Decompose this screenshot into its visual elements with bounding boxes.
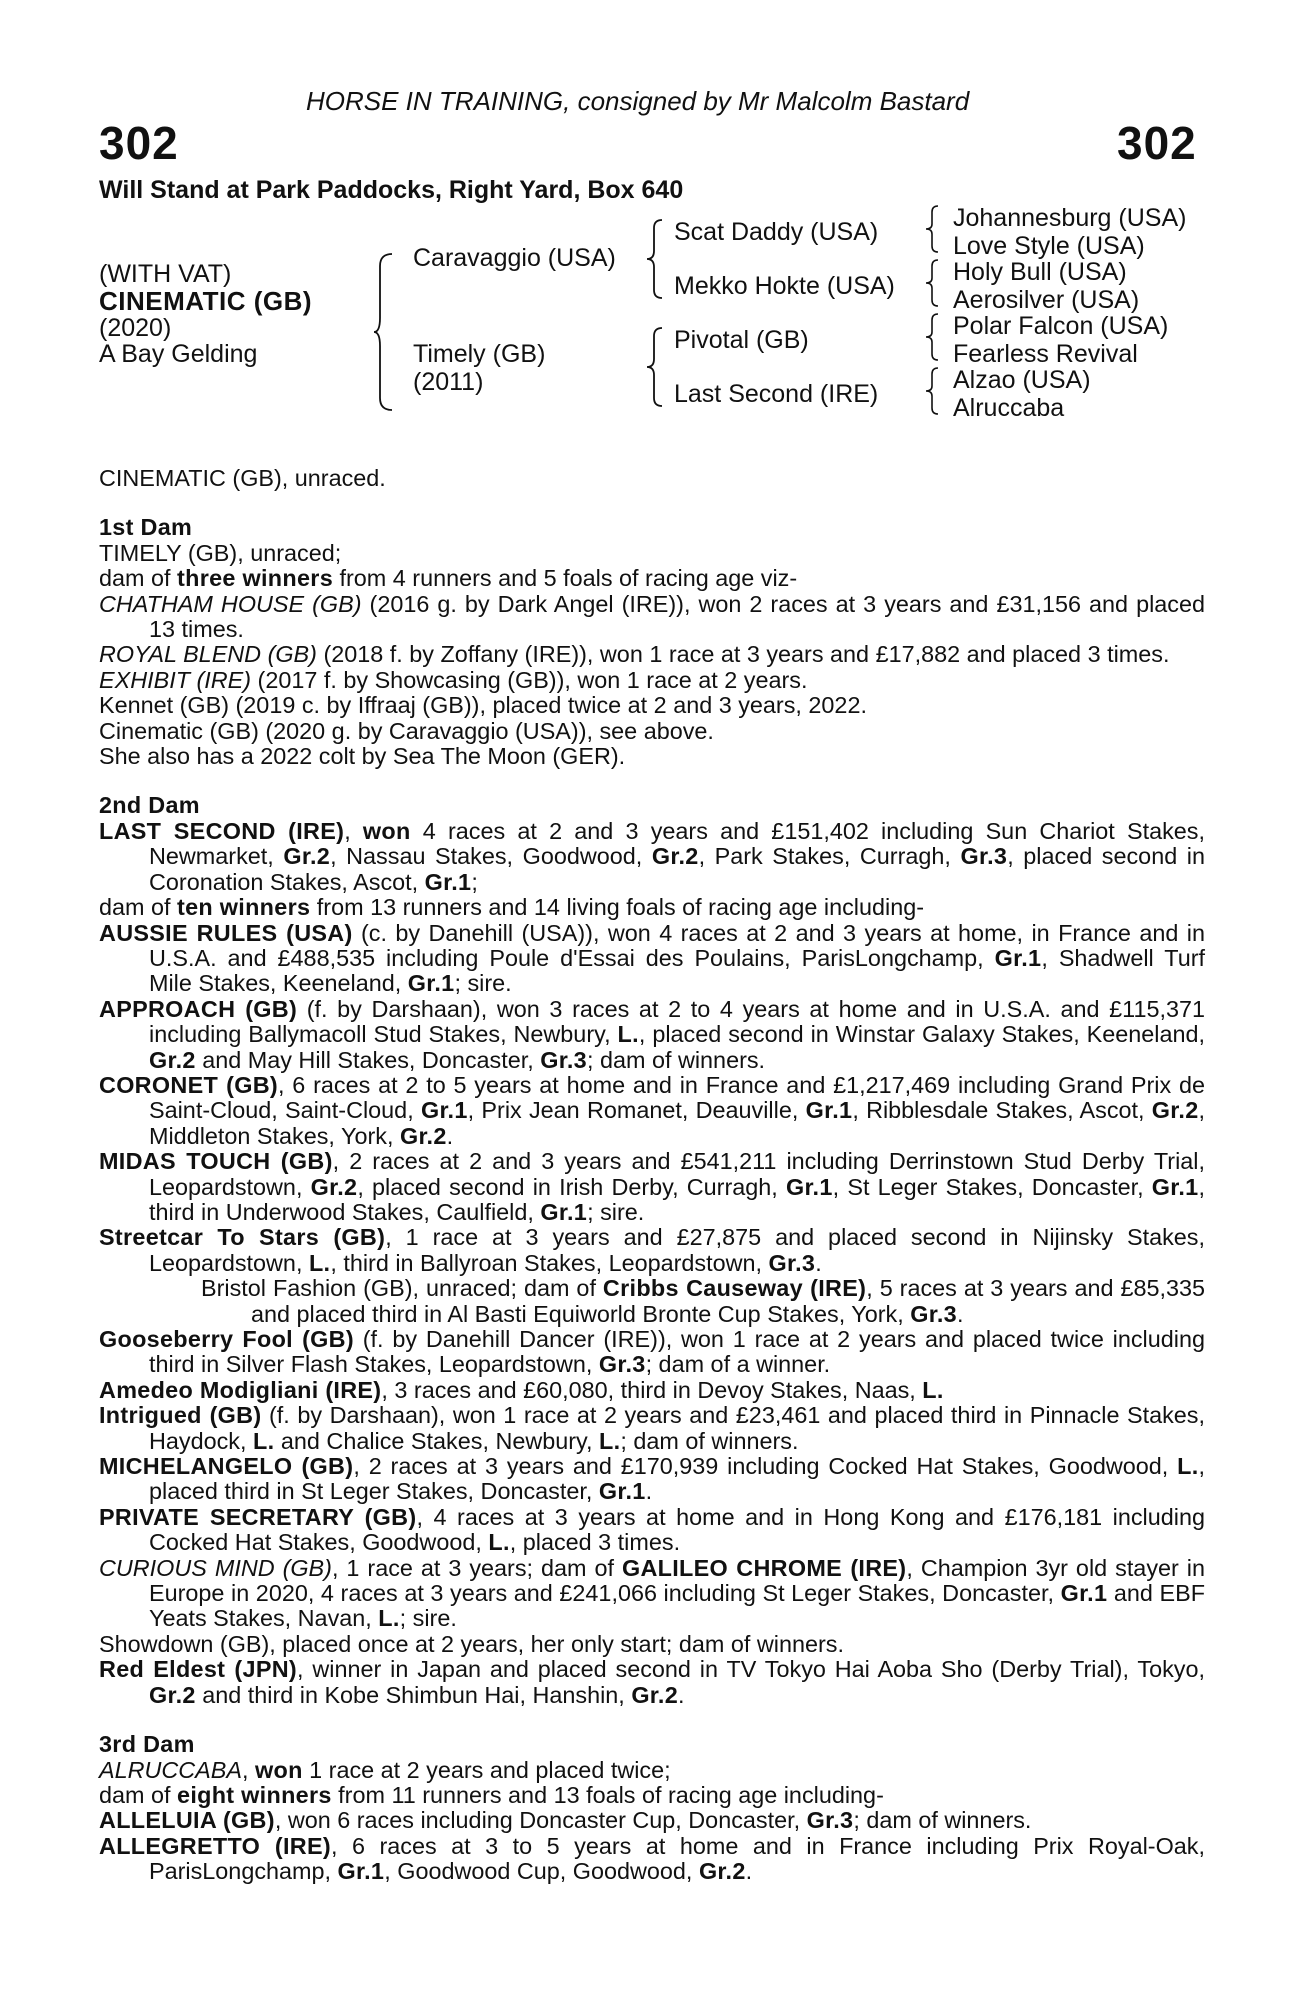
progeny-entry: APPROACH (GB) (f. by Darshaan), won 3 races at 2 to 4 years at home and in U.S.A. and £115,371 including Ballymacoll Stud Stakes, Newbury, L., placed second in Winstar Galaxy Stakes, Keeneland, Gr.2 and May Hill Stakes, Doncaster, Gr.3; dam of winners. [99, 995, 1205, 1073]
lot-number-right: 302 [1117, 117, 1197, 169]
brace-sire-icon [644, 218, 664, 300]
progeny-entry: Intrigued (GB) (f. by Darshaan), won 1 race at 2 years and £23,461 and placed third in Pinnacle Stakes, Haydock, L. and Chalice Stakes, Newbury, L.; dam of winners. [99, 1402, 1206, 1454]
ped-ddd: Alruccaba [953, 394, 1065, 422]
third-dam-heading: 3rd Dam [99, 1731, 195, 1758]
horse-name: CINEMATIC (GB) [99, 286, 313, 316]
ped-dss: Polar Falcon (USA) [953, 312, 1169, 340]
brace-dd-icon [924, 366, 940, 416]
second-dam-line: LAST SECOND (IRE), won 4 races at 2 and 3 years and £151,402 including Sun Chariot Stakes, Newmarket, Gr.2, Nassau Stakes, Goodwood, Gr.2, Park Stakes, Curragh, Gr.3, placed second in Coronation Stakes, Ascot, Gr.1; [99, 817, 1205, 895]
sire-name: Caravaggio (USA) [413, 244, 616, 272]
progeny-entry: CORONET (GB), 6 races at 2 to 5 years at home and in France and £1,217,469 including Grand Prix de Saint-Cloud, Saint-Cloud, Gr.1, Prix Jean Romanet, Deauville, Gr.1, Ribblesdale Stakes, Ascot, Gr.2, Middleton Stakes, York, Gr.2. [99, 1071, 1206, 1149]
consignor-line: HORSE IN TRAINING, consigned by Mr Malcolm Bastard [306, 86, 970, 116]
second-dam-heading: 2nd Dam [99, 792, 200, 819]
vat-note: (WITH VAT) [99, 260, 232, 288]
intro-line: CINEMATIC (GB), unraced. [99, 465, 386, 491]
stand-location: Will Stand at Park Paddocks, Right Yard, Box 640 [99, 176, 684, 204]
progeny-entry: Amedeo Modigliani (IRE), 3 races and £60,080, third in Devoy Stakes, Naas, L. [99, 1376, 944, 1403]
first-dam-heading: 1st Dam [99, 514, 193, 541]
progeny-entry: CHATHAM HOUSE (GB) (2016 g. by Dark Angel (IRE)), won 2 races at 3 years and £31,156 and placed 13 times. [99, 590, 1206, 643]
ped-sdd: Aerosilver (USA) [953, 286, 1140, 314]
progeny-entry: MIDAS TOUCH (GB), 2 races at 2 and 3 years and £541,211 including Derrinstown Stud Derby Trial, Leopardstown, Gr.2, placed second in Irish Derby, Curragh, Gr.1, St Leger Stakes, Doncaster, Gr.1, third in Underwood Stakes, Caulfield, Gr.1; sire. [99, 1148, 1205, 1225]
horse-description: A Bay Gelding [99, 340, 258, 368]
progeny-entry: PRIVATE SECRETARY (GB), 4 races at 3 years at home and in Hong Kong and £176,181 including Cocked Hat Stakes, Goodwood, L., placed 3 times. [99, 1503, 1205, 1556]
brace-dam-icon [644, 326, 664, 408]
ped-sss: Johannesburg (USA) [953, 204, 1187, 232]
second-dam-record: dam of ten winners from 13 runners and 14 living foals of racing age including- [99, 894, 925, 921]
progeny-entry: Red Eldest (JPN), winner in Japan and placed second in TV Tokyo Hai Aoba Sho (Derby Trial), Tokyo, Gr.2 and third in Kobe Shimbun Hai, Hanshin, Gr.2. [99, 1656, 1205, 1708]
dam-dam: Last Second (IRE) [674, 380, 879, 408]
brace-ds-icon [924, 312, 940, 362]
progeny-entry: MICHELANGELO (GB), 2 races at 3 years and £170,939 including Cocked Hat Stakes, Goodwood, L., placed third in St Leger Stakes, Doncaster, Gr.1. [99, 1453, 1206, 1505]
brace-ss-icon [924, 204, 940, 254]
sire-sire: Scat Daddy (USA) [674, 218, 879, 246]
first-dam-line: TIMELY (GB), unraced; [99, 539, 342, 566]
progeny-entry: Kennet (GB) (2019 c. by Iffraaj (GB)), placed twice at 2 and 3 years, 2022. [99, 692, 867, 719]
progeny-entry: Bristol Fashion (GB), unraced; dam of Cribbs Causeway (IRE), 5 races at 3 years and £85,335 and placed third in Al Basti Equiworld Bronte Cup Stakes, York, Gr.3. [201, 1275, 1205, 1327]
progeny-entry: AUSSIE RULES (USA) (c. by Danehill (USA)), won 4 races at 2 and 3 years at home, in France and in U.S.A. and £488,535 including Poule d'Essai des Poulains, ParisLongchamp, Gr.1, Shadwell Turf Mile Stakes, Keeneland, Gr.1; sire. [99, 919, 1205, 997]
ped-dsd: Fearless Revival [953, 340, 1138, 368]
dam-name: Timely (GB) [413, 340, 546, 368]
ped-ssd: Love Style (USA) [953, 232, 1145, 260]
progeny-entry: EXHIBIT (IRE) (2017 f. by Showcasing (GB)), won 1 race at 2 years. [99, 666, 808, 693]
progeny-entry: Streetcar To Stars (GB), 1 race at 3 years and £27,875 and placed second in Nijinsky Stakes, Leopardstown, L., third in Ballyroan Stakes, Leopardstown, Gr.3. [99, 1224, 1205, 1276]
progeny-entry: Showdown (GB), placed once at 2 years, her only start; dam of winners. [99, 1630, 844, 1657]
progeny-entry: ROYAL BLEND (GB) (2018 f. by Zoffany (IRE)), won 1 race at 3 years and £17,882 and placed 3 times. [99, 641, 1170, 668]
brace-sd-icon [924, 258, 940, 308]
horse-year: (2020) [99, 314, 172, 342]
lot-number-left: 302 [99, 117, 179, 169]
ped-dds: Alzao (USA) [953, 366, 1091, 394]
catalogue-body [99, 466, 1205, 1885]
dam-year: (2011) [413, 368, 484, 396]
third-dam-line: ALRUCCABA, won 1 race at 2 years and placed twice; [99, 1756, 671, 1783]
sire-dam: Mekko Hokte (USA) [674, 272, 895, 300]
first-dam-note: She also has a 2022 colt by Sea The Moon (GER). [99, 743, 626, 770]
progeny-entry: Cinematic (GB) (2020 g. by Caravaggio (USA)), see above. [99, 717, 714, 744]
progeny-entry: Gooseberry Fool (GB) (f. by Danehill Dancer (IRE)), won 1 race at 2 years and placed twice including third in Silver Flash Stakes, Leopardstown, Gr.3; dam of a winner. [99, 1326, 1205, 1378]
third-dam-record: dam of eight winners from 11 runners and 13 foals of racing age including- [99, 1781, 884, 1808]
ped-sds: Holy Bull (USA) [953, 258, 1127, 286]
progeny-entry: ALLEGRETTO (IRE), 6 races at 3 to 5 years at home and in France including Prix Royal-Oak, ParisLongchamp, Gr.1, Goodwood Cup, Goodwood, Gr.2. [99, 1832, 1205, 1885]
dam-sire: Pivotal (GB) [674, 326, 809, 354]
first-dam-record: dam of three winners from 4 runners and 5 foals of racing age viz- [99, 565, 798, 592]
progeny-entry: CURIOUS MIND (GB), 1 race at 3 years; dam of GALILEO CHROME (IRE), Champion 3yr old stayer in Europe in 2020, 4 races at 3 years and £241,066 including St Leger Stakes, Doncaster, Gr.1 and EBF Yeats Stakes, Navan, L.; sire. [99, 1554, 1205, 1632]
progeny-entry: ALLELUIA (GB), won 6 races including Doncaster Cup, Doncaster, Gr.3; dam of winners. [99, 1807, 1032, 1834]
brace-main-icon [372, 252, 394, 412]
